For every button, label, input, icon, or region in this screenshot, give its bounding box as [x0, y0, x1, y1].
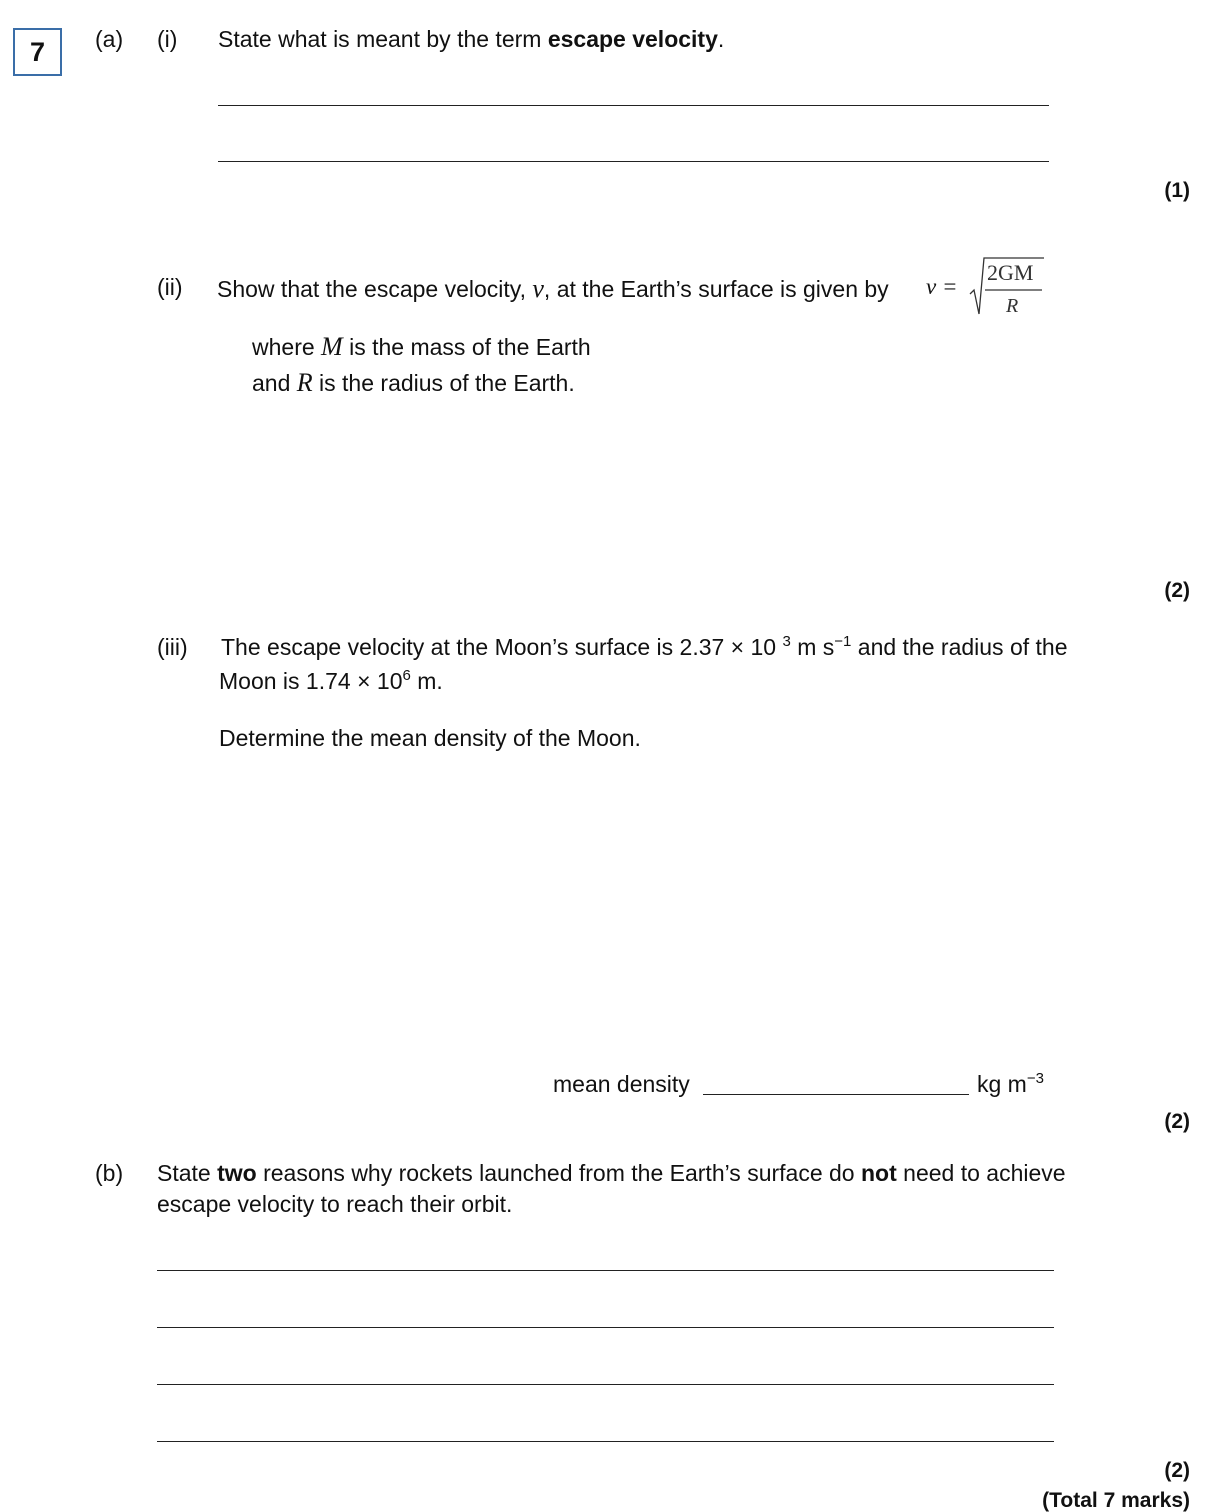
part-a-iii-line2 — [219, 667, 443, 694]
variable-v: v — [532, 274, 544, 303]
text: is the mass of the Earth — [342, 334, 591, 360]
question-number-box — [13, 28, 62, 76]
and-line — [252, 370, 575, 396]
answer-line[interactable] — [157, 1384, 1054, 1385]
marks-a-ii: (2) — [1164, 579, 1190, 602]
marks-b: (2) — [1164, 1459, 1190, 1482]
answer-line[interactable] — [157, 1270, 1054, 1271]
part-a-iii-instruction: Determine the mean density of the Moon. — [219, 725, 641, 751]
question-number: 7 — [29, 36, 46, 67]
question-text: State what is meant by the term — [218, 26, 548, 52]
answer-line[interactable] — [218, 105, 1049, 106]
mean-density-label: mean density — [553, 1071, 690, 1097]
question-text: , at the Earth’s surface is given by — [543, 276, 889, 302]
text: is the radius of the Earth. — [312, 370, 575, 396]
variable-m: M — [321, 332, 343, 361]
part-a-i-label: (i) — [157, 26, 178, 52]
formula-denominator: R — [1006, 295, 1019, 317]
where-line — [252, 334, 591, 360]
exponent: 3 — [782, 633, 791, 650]
exponent: 6 — [402, 667, 411, 684]
part-a-ii-label: (ii) — [157, 274, 183, 300]
part-a-ii-question — [217, 276, 889, 302]
answer-line[interactable] — [157, 1441, 1054, 1442]
part-a-iii-line1 — [221, 633, 1068, 660]
answer-line[interactable] — [218, 161, 1049, 162]
bold-text: two — [217, 1160, 257, 1186]
exponent: −1 — [834, 633, 852, 650]
text: m. — [410, 668, 443, 694]
text: Moon is 1.74 × 10 — [219, 668, 403, 694]
text: The escape velocity at the Moon’s surface is 2.37 × 10 — [221, 634, 783, 660]
part-b-line1 — [157, 1162, 1066, 1185]
part-a-iii-label: (iii) — [157, 634, 188, 660]
formula-lhs: v = — [926, 274, 958, 299]
text: reasons why rockets launched from the Earth’s surface do — [256, 1160, 861, 1186]
escape-velocity-formula — [968, 256, 1046, 318]
part-b-label: (b) — [95, 1160, 124, 1186]
mean-density-answer-line[interactable] — [703, 1094, 969, 1095]
text: State — [157, 1160, 218, 1186]
bold-text: not — [861, 1160, 897, 1186]
total-marks: (Total 7 marks) — [1042, 1489, 1190, 1512]
answer-line[interactable] — [157, 1327, 1054, 1328]
text: where — [252, 334, 322, 360]
density-unit — [977, 1070, 1044, 1097]
formula-numerator: 2GM — [987, 260, 1034, 285]
variable-r: R — [296, 368, 313, 397]
text: and — [252, 370, 297, 396]
text: m s — [790, 634, 835, 660]
part-a-i-question — [218, 28, 724, 51]
part-a-label: (a) — [95, 26, 124, 52]
text: and the radius of the — [851, 634, 1068, 660]
question-text: Show that the escape velocity, — [217, 276, 533, 302]
question-text: . — [717, 26, 725, 52]
unit-text: kg m — [977, 1071, 1027, 1097]
marks-a-iii: (2) — [1164, 1110, 1190, 1133]
text: need to achieve — [896, 1160, 1066, 1186]
bold-term: escape velocity — [547, 26, 718, 52]
exponent: −3 — [1026, 1070, 1044, 1087]
part-b-line2: escape velocity to reach their orbit. — [157, 1191, 513, 1217]
marks-a-i: (1) — [1164, 179, 1190, 202]
